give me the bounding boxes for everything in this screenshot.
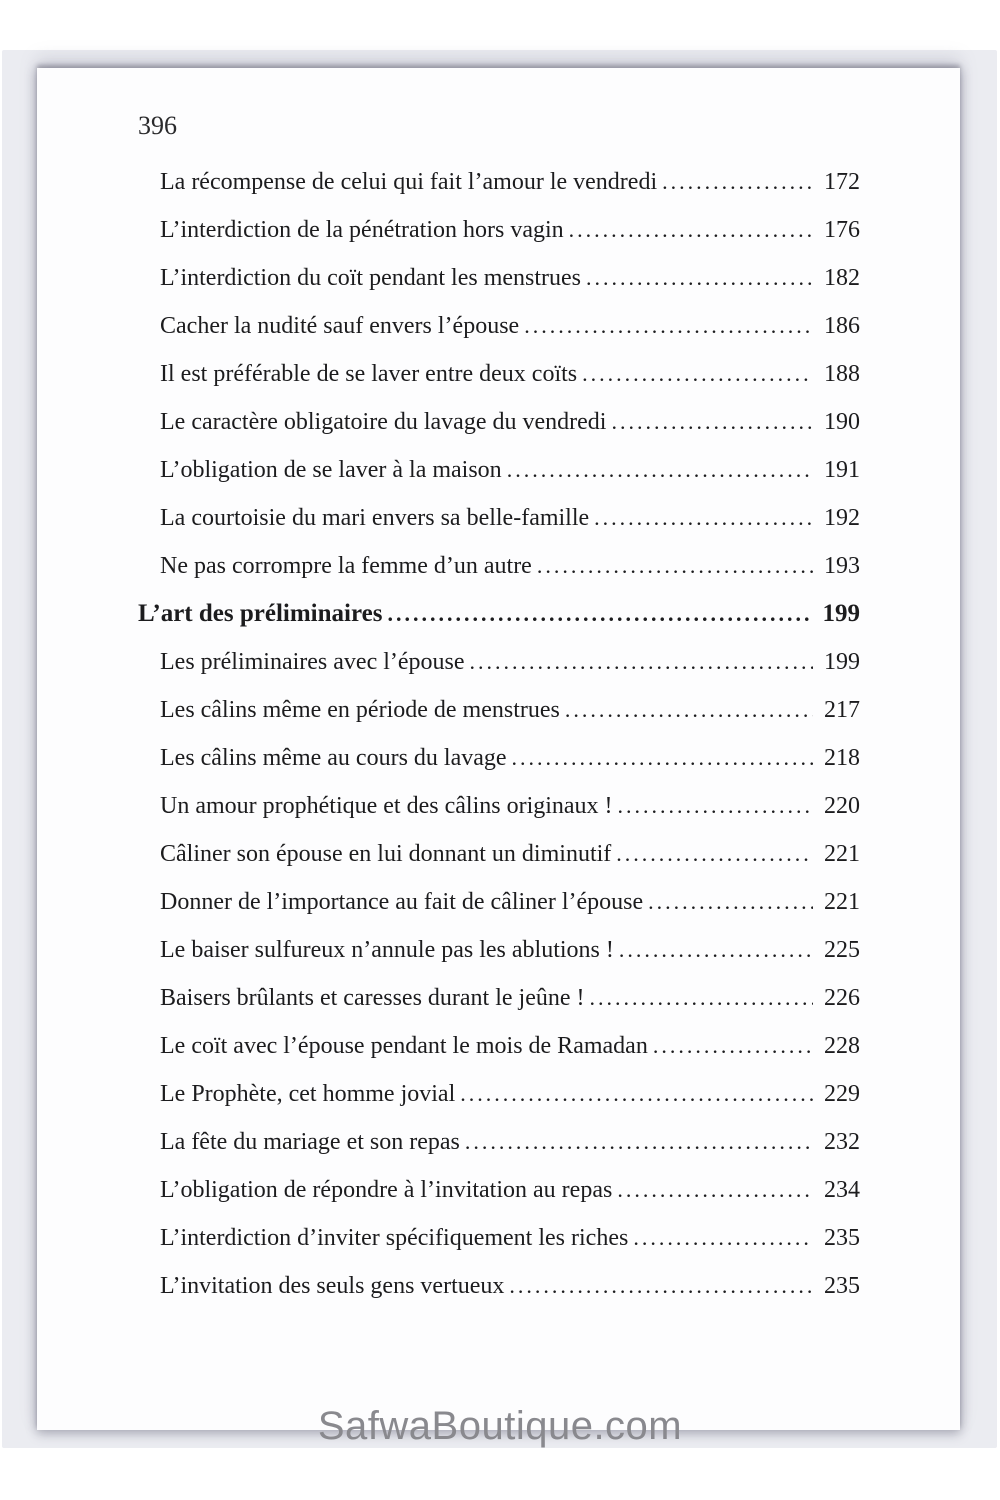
toc-entry-title: L’interdiction d’inviter spécifiquement les riches	[160, 1225, 629, 1251]
dot-leader	[653, 1022, 813, 1070]
dot-leader	[569, 206, 813, 254]
toc-entry-page: 221	[824, 889, 860, 915]
toc-entry-page: 192	[824, 505, 860, 531]
toc-row	[138, 974, 860, 1022]
toc-row	[138, 1214, 860, 1262]
toc-entry-page: 186	[824, 313, 860, 339]
toc-row	[138, 1022, 860, 1070]
toc-entry-title: Donner de l’importance au fait de câliner l’épouse	[160, 889, 644, 915]
toc-entry-title: Cacher la nudité sauf envers l’épouse	[160, 313, 520, 339]
toc-entry-page: 225	[824, 937, 860, 963]
dot-leader	[512, 734, 813, 782]
toc-entry-page: 182	[824, 265, 860, 291]
toc-entry-page: 188	[824, 361, 860, 387]
toc-entry-title: L’obligation de répondre à l’invitation au repas	[160, 1177, 613, 1203]
toc-row	[138, 302, 860, 350]
toc-entry-page: 221	[824, 841, 860, 867]
toc-entry-title: L’invitation des seuls gens vertueux	[160, 1273, 505, 1299]
toc-entry-title: L’interdiction du coït pendant les menstrues	[160, 265, 582, 291]
toc-row	[138, 782, 860, 830]
dot-leader	[617, 1166, 813, 1214]
dot-leader	[611, 398, 813, 446]
dot-leader	[537, 542, 813, 590]
dot-leader	[633, 1214, 813, 1262]
toc-entry-title: Un amour prophétique et des câlins originaux !	[160, 793, 613, 819]
toc-row	[138, 206, 860, 254]
toc-entry-title: Les préliminaires avec l’épouse	[160, 649, 465, 675]
toc-row	[138, 398, 860, 446]
toc-entry-page: 228	[824, 1033, 860, 1059]
toc-entry-title: Baisers brûlants et caresses durant le jeûne !	[160, 985, 585, 1011]
toc-row	[138, 1118, 860, 1166]
toc-row	[138, 494, 860, 542]
toc-entry-page: 172	[824, 169, 860, 195]
toc-entry-title: Le coït avec l’épouse pendant le mois de Ramadan	[160, 1033, 648, 1059]
dot-leader	[662, 158, 813, 206]
toc-entry-page: 220	[824, 793, 860, 819]
dot-leader	[470, 638, 813, 686]
toc-entry-title: La courtoisie du mari envers sa belle-famille	[160, 505, 590, 531]
toc-entry-title: Le caractère obligatoire du lavage du vendredi	[160, 409, 607, 435]
toc-entry-page: 226	[824, 985, 860, 1011]
toc-row	[138, 542, 860, 590]
toc-row	[138, 734, 860, 782]
page-number: 396	[138, 111, 177, 140]
toc-entry-title: Le baiser sulfureux n’annule pas les ablutions !	[160, 937, 614, 963]
dot-leader	[616, 830, 813, 878]
toc-entry-page: 217	[824, 697, 860, 723]
toc-entry-title: La récompense de celui qui fait l’amour le vendredi	[160, 169, 658, 195]
dot-leader	[619, 926, 813, 974]
toc-row	[138, 830, 860, 878]
toc-row	[138, 254, 860, 302]
dot-leader	[524, 302, 813, 350]
toc-entry-title: Le Prophète, cet homme jovial	[160, 1081, 456, 1107]
toc-entry-title: Les câlins même au cours du lavage	[160, 745, 507, 771]
toc-row	[138, 590, 860, 638]
toc-row	[138, 638, 860, 686]
toc-entry-title: La fête du mariage et son repas	[160, 1129, 460, 1155]
toc-entry-page: 176	[824, 217, 860, 243]
toc-entry-title: Ne pas corrompre la femme d’un autre	[160, 553, 532, 579]
toc-entry-page: 229	[824, 1081, 860, 1107]
toc-row	[138, 1166, 860, 1214]
toc-entry-title: Les câlins même en période de menstrues	[160, 697, 560, 723]
toc-entry-title: L’interdiction de la pénétration hors vagin	[160, 217, 564, 243]
dot-leader	[582, 350, 813, 398]
toc-entry-page: 193	[824, 553, 860, 579]
toc-entry-page: 235	[824, 1273, 860, 1299]
dot-leader	[509, 1262, 813, 1310]
dot-leader	[460, 1070, 813, 1118]
toc-entry-page: 234	[824, 1177, 860, 1203]
dot-leader	[590, 974, 813, 1022]
toc-entry-title: Il est préférable de se laver entre deux coïts	[160, 361, 578, 387]
toc-list	[138, 158, 860, 1310]
dot-leader	[594, 494, 813, 542]
toc-entry-page: 190	[824, 409, 860, 435]
toc-entry-title: L’obligation de se laver à la maison	[160, 457, 502, 483]
watermark-text: SafwaBoutique.com	[317, 1404, 683, 1448]
dot-leader	[465, 1118, 813, 1166]
toc-entry-title: Câliner son épouse en lui donnant un diminutif	[160, 841, 612, 867]
dot-leader	[387, 590, 813, 638]
dot-leader	[565, 686, 813, 734]
toc-row	[138, 446, 860, 494]
toc-entry-page: 199	[822, 600, 860, 627]
toc-row	[138, 686, 860, 734]
dot-leader	[586, 254, 813, 302]
toc-row	[138, 158, 860, 206]
toc-entry-title: L’art des préliminaires	[138, 600, 383, 627]
toc-entry-page: 191	[824, 457, 860, 483]
book-page	[37, 68, 960, 1430]
dot-leader	[648, 878, 813, 926]
toc-row	[138, 1070, 860, 1118]
toc-entry-page: 199	[824, 649, 860, 675]
toc-row	[138, 1262, 860, 1310]
toc-entry-page: 232	[824, 1129, 860, 1155]
toc-row	[138, 926, 860, 974]
toc-entry-page: 235	[824, 1225, 860, 1251]
toc-row	[138, 878, 860, 926]
toc-entry-page: 218	[824, 745, 860, 771]
dot-leader	[618, 782, 813, 830]
dot-leader	[507, 446, 813, 494]
toc-row	[138, 350, 860, 398]
